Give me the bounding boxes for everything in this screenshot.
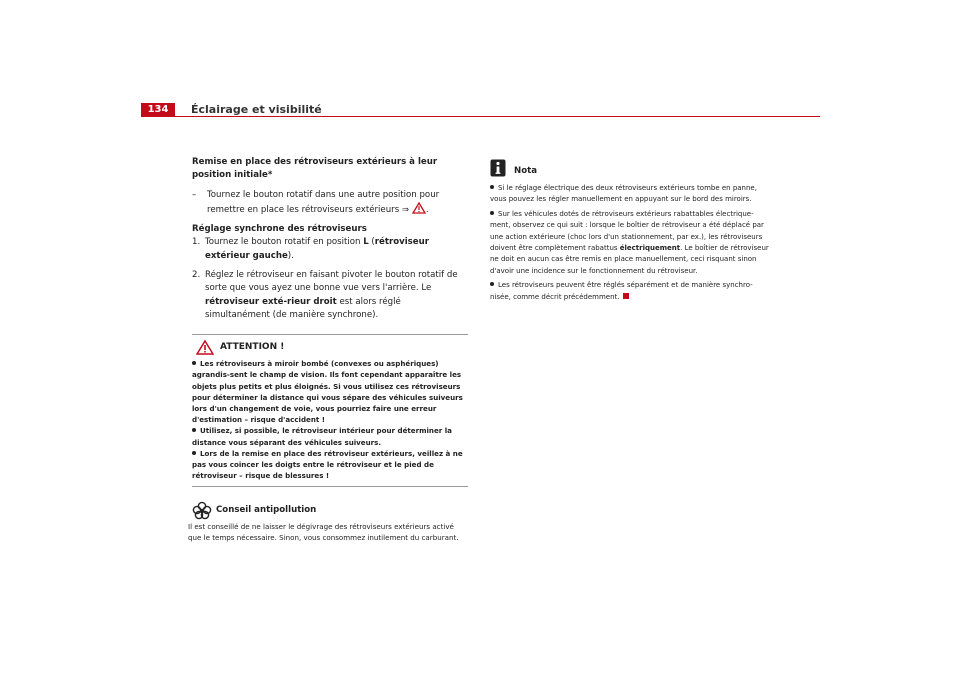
reset-instruction xyxy=(192,189,468,218)
dash-marker: – xyxy=(192,189,197,200)
eco-text: Il est conseillé de ne laisser le dégivrage des rétroviseurs extérieurs activé que le temps nécessaire. Sinon, vous consommez inutilement du carburant. xyxy=(188,521,459,542)
nota-text: Les rétroviseurs peuvent être réglés séparément et de manière synchro-nisée, comme décrit précédemment. xyxy=(490,281,753,301)
nota-text: Si le réglage électrique des deux rétroviseurs extérieurs tombe en panne, vous pouvez les régler manuellement en appuyant sur le bord des miroirs. xyxy=(490,184,757,204)
step-2-end: est alors réglé simultanément (de manière synchrone). xyxy=(205,296,401,320)
attention-item xyxy=(192,448,468,482)
warning-triangle-icon[interactable] xyxy=(412,202,426,214)
eco-flower-icon xyxy=(192,501,212,521)
eco-title: Conseil antipollution xyxy=(216,504,317,515)
attention-title: ATTENTION ! xyxy=(220,341,285,352)
attention-body xyxy=(192,358,468,481)
step-2 xyxy=(192,269,468,322)
bullet-icon xyxy=(192,361,196,365)
step-1-text: Tournez le bouton rotatif en position xyxy=(205,237,364,248)
attention-header xyxy=(196,339,468,355)
attention-text: Les rétroviseurs à miroir bombé (convexes ou asphériques) agrandis-sent le champ de vision. Ils font cependant apparaître les objets plus petits et plus éloignés. Si vous utilisez ces rétroviseurs pour déterminer la distance qui vous sépare des véhicules suiveurs lors d'un changement de voie, vous pourriez faire une erreur d'estimation – risque d'accident ! xyxy=(192,359,463,425)
step-1-bold-l: L xyxy=(363,237,369,248)
section-title-sync: Réglage synchrone des rétroviseurs xyxy=(192,224,367,235)
nota-item xyxy=(490,209,770,277)
nota-item xyxy=(490,280,770,303)
bullet-icon xyxy=(490,282,494,286)
step-1-paren: ( xyxy=(368,237,375,248)
nota-header xyxy=(490,157,770,177)
step-1-bold-mirror: rétroviseur extérieur gauche xyxy=(205,237,429,261)
bullet-icon xyxy=(192,428,196,432)
nota-text: Sur les véhicules dotés de rétroviseurs extérieurs rabattables électrique-ment, observez ce qui suit : lorsque le boîtier de rétroviseur a été déplacé par une action extérieure (choc lors d'un stationnement, par ex.), les rétroviseurs doivent être complètement rabattus xyxy=(490,209,764,253)
page-number: 134 xyxy=(141,103,175,117)
step-2-text: Réglez le rétroviseur en faisant pivoter le bouton rotatif de sorte que vous ayez une bonne vue vers l'arrière. Le xyxy=(205,270,458,294)
bullet-icon xyxy=(490,185,494,189)
nota-bold-text: électriquement xyxy=(619,244,681,253)
attention-item xyxy=(192,425,468,447)
bullet-icon xyxy=(192,451,196,455)
period: . xyxy=(425,204,429,215)
attention-text: Lors de la remise en place des rétroviseur extérieurs, veillez à ne pas vous coincer les doigts entre le rétroviseur et le pied de rétroviseur – risque de blessures ! xyxy=(192,448,463,481)
nota-text: . Le boîtier de rétroviseur ne doit en aucun cas être remis en place manuellement, ceci risquant sinon d'avoir une incidence sur le fonctionnement du rétroviseur. xyxy=(490,244,769,275)
eco-header xyxy=(192,501,468,521)
left-column xyxy=(188,156,468,543)
right-column xyxy=(490,157,770,303)
nota-title: Nota xyxy=(514,165,538,176)
attention-text: Utilisez, si possible, le rétroviseur intérieur pour déterminer la distance vous séparant des véhicules suiveurs. xyxy=(192,426,452,447)
attention-item xyxy=(192,358,468,425)
warning-triangle-icon xyxy=(196,340,214,355)
end-marker-icon xyxy=(623,293,629,299)
section-title-reset: Remise en place des rétroviseurs extérieurs à leur position initiale* xyxy=(192,157,438,181)
attention-box xyxy=(192,334,468,486)
nota-item xyxy=(490,183,770,206)
step-number: 2. xyxy=(192,270,201,281)
page-title: Éclairage et visibilité xyxy=(191,103,322,116)
step-number: 1. xyxy=(192,237,201,248)
step-1-end: ). xyxy=(287,250,294,261)
step-1 xyxy=(192,236,468,263)
step-2-bold-mirror: rétroviseur exté-rieur droit xyxy=(205,296,337,307)
reset-instruction-text: Tournez le bouton rotatif dans une autre position pour remettre en place les rétroviseurs extérieurs ⇒ xyxy=(207,189,440,215)
bullet-icon xyxy=(490,211,494,215)
info-note-icon xyxy=(490,159,506,177)
